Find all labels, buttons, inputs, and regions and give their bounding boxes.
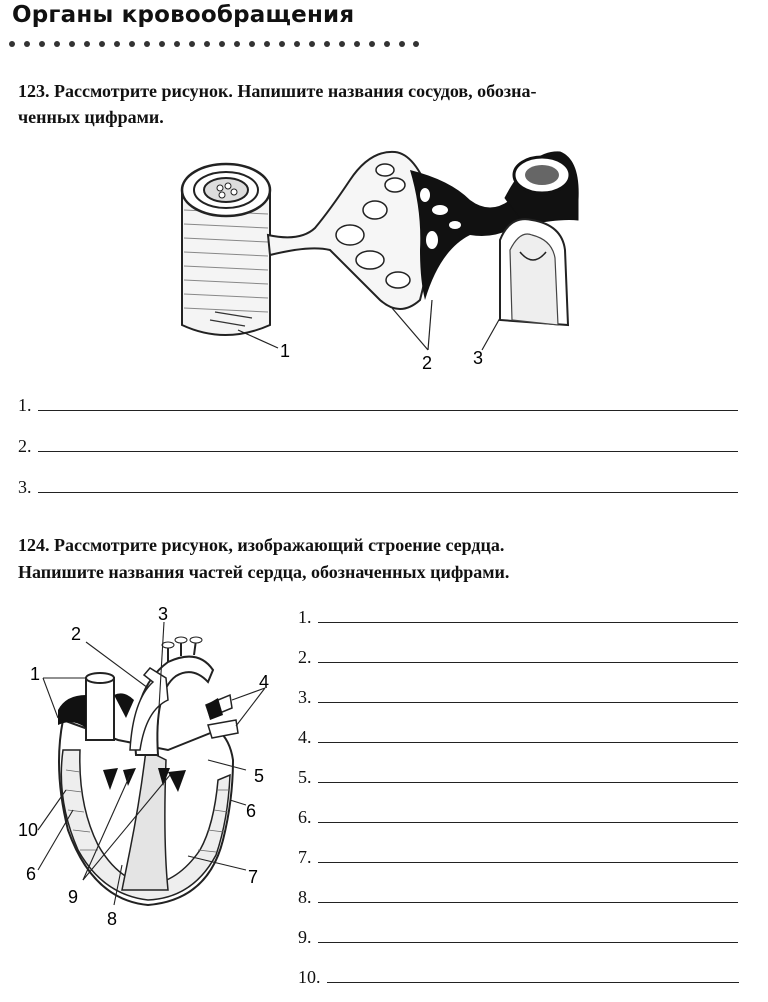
answer-line[interactable]	[318, 742, 738, 743]
answer-line[interactable]	[318, 902, 738, 903]
answer-number: 6.	[298, 807, 312, 827]
answer-line[interactable]	[318, 702, 738, 703]
heart-label-5: 5	[254, 766, 265, 786]
answer-124-5[interactable]	[298, 764, 750, 788]
answer-number: 5.	[298, 767, 312, 787]
vessel-label-1: 1	[280, 341, 291, 361]
answer-124-6[interactable]	[298, 804, 750, 828]
artery-drawing	[182, 164, 270, 335]
vein-drawing	[500, 152, 578, 325]
answer-123-2[interactable]	[18, 433, 750, 457]
answer-line[interactable]	[318, 942, 738, 943]
answer-number: 8.	[298, 887, 312, 907]
answer-line[interactable]	[318, 622, 738, 623]
heart-label-6-left: 6	[26, 864, 37, 884]
answer-line[interactable]	[318, 782, 738, 783]
answer-124-8[interactable]	[298, 884, 750, 908]
task-123-prompt-line1: 123. Рассмотрите рисунок. Напишите названия сосудов, обозна-	[18, 81, 537, 101]
answer-line[interactable]	[327, 982, 739, 983]
answer-line[interactable]	[318, 862, 738, 863]
answer-123-1[interactable]	[18, 392, 750, 416]
heart-label-2: 2	[71, 624, 82, 644]
capillary-network-drawing	[268, 152, 432, 309]
blood-vessels-figure	[170, 140, 600, 380]
heart-drawing	[58, 637, 238, 905]
answer-124-2[interactable]	[298, 644, 750, 668]
answer-124-10[interactable]	[298, 964, 750, 988]
answer-number: 2.	[18, 436, 32, 456]
heart-label-3: 3	[158, 604, 169, 624]
answer-124-7[interactable]	[298, 844, 750, 868]
answer-number: 9.	[298, 927, 312, 947]
answer-line[interactable]	[38, 451, 738, 452]
task-123-prompt-line2: ченных цифрами.	[18, 107, 164, 127]
heart-label-4: 4	[259, 672, 270, 692]
answer-line[interactable]	[38, 410, 738, 411]
answer-number: 3.	[298, 687, 312, 707]
answer-line[interactable]	[318, 822, 738, 823]
heart-structure-figure	[18, 600, 280, 940]
answer-124-3[interactable]	[298, 684, 750, 708]
task-124-prompt-line1: 124. Рассмотрите рисунок, изображающий строение сердца.	[18, 535, 505, 555]
answer-line[interactable]	[318, 662, 738, 663]
answer-number: 10.	[298, 967, 321, 987]
answer-124-1[interactable]	[298, 604, 750, 628]
answer-line[interactable]	[38, 492, 738, 493]
heart-label-10: 10	[18, 820, 39, 840]
title-dotted-rule	[8, 40, 420, 48]
heart-label-9: 9	[68, 887, 79, 907]
vessel-label-3: 3	[473, 348, 484, 368]
heart-label-6-right: 6	[246, 801, 257, 821]
heart-label-1: 1	[30, 664, 41, 684]
task-124-prompt-line2: Напишите названия частей сердца, обозначенных цифрами.	[18, 562, 510, 582]
answer-number: 1.	[18, 395, 32, 415]
heart-label-8: 8	[107, 909, 118, 929]
heart-label-7: 7	[248, 867, 259, 887]
answer-number: 4.	[298, 727, 312, 747]
answer-number: 7.	[298, 847, 312, 867]
answer-number: 3.	[18, 477, 32, 497]
answer-124-9[interactable]	[298, 924, 750, 948]
answer-number: 2.	[298, 647, 312, 667]
page-title: Органы кровообращения	[12, 2, 355, 28]
vessel-label-2: 2	[422, 353, 433, 373]
answer-124-4[interactable]	[298, 724, 750, 748]
answer-123-3[interactable]	[18, 474, 750, 498]
answer-number: 1.	[298, 607, 312, 627]
